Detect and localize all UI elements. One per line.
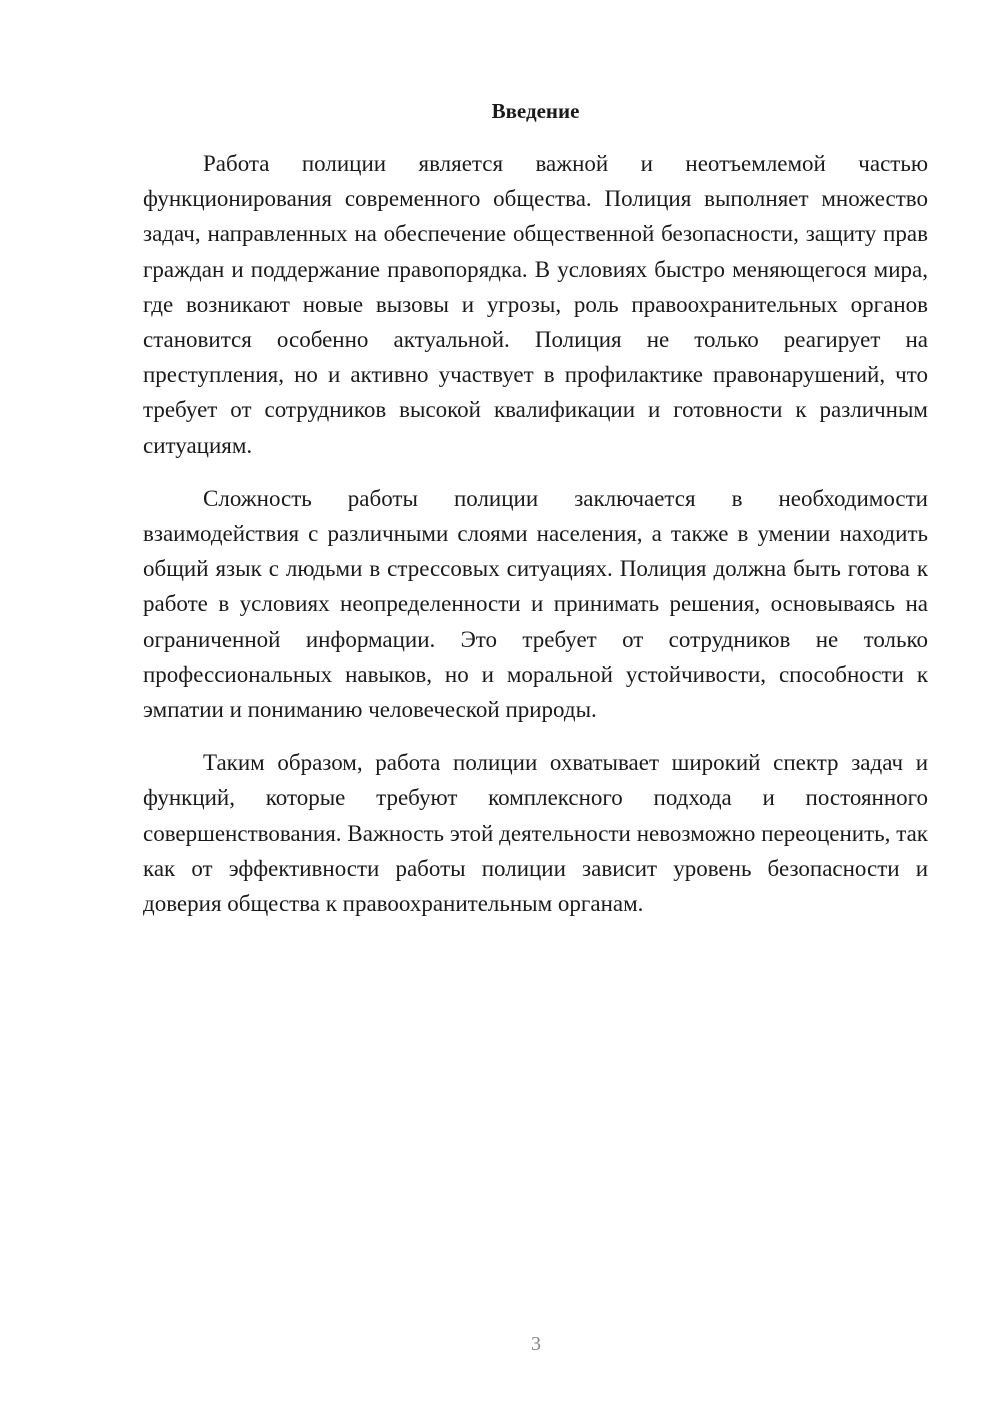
page-content <box>143 96 928 939</box>
paragraph-2: Сложность работы полиции заключается в необходимости взаимодействия с различными слоями населения, а также в умении находить общий язык с людьми в стрессовых ситуациях. Полиция должна быть готова к работе в условиях неопределенности и принимать решения, основываясь на ограниченной информации. Это требует от сотрудников не только профессиональных навыков, но и моральной устойчивости, способности к эмпатии и пониманию человеческой природы. <box>143 485 928 723</box>
page-number: 3 <box>531 1333 541 1355</box>
paragraph-1: Работа полиции является важной и неотъемлемой частью функционирования современного общества. Полиция выполняет множество задач, направленных на обеспечение общественной безопасности, защиту прав граждан и поддержание правопорядка. В условиях быстро меняющегося мира, где возникают новые вызовы и угрозы, роль правоохранительных органов становится особенно актуальной. Полиция не только реагирует на преступления, но и активно участвует в профилактике правонарушений, что требует от сотрудников высокой квалификации и готовности к различным ситуациям. <box>143 151 928 458</box>
section-heading: Введение <box>491 99 580 123</box>
paragraph-3: Таким образом, работа полиции охватывает широкий спектр задач и функций, которые требуют комплексного подхода и постоянного совершенствования. Важность этой деятельности невозможно переоценить, так как от эффективности работы полиции зависит уровень безопасности и доверия общества к правоохранительным органам. <box>143 750 928 917</box>
